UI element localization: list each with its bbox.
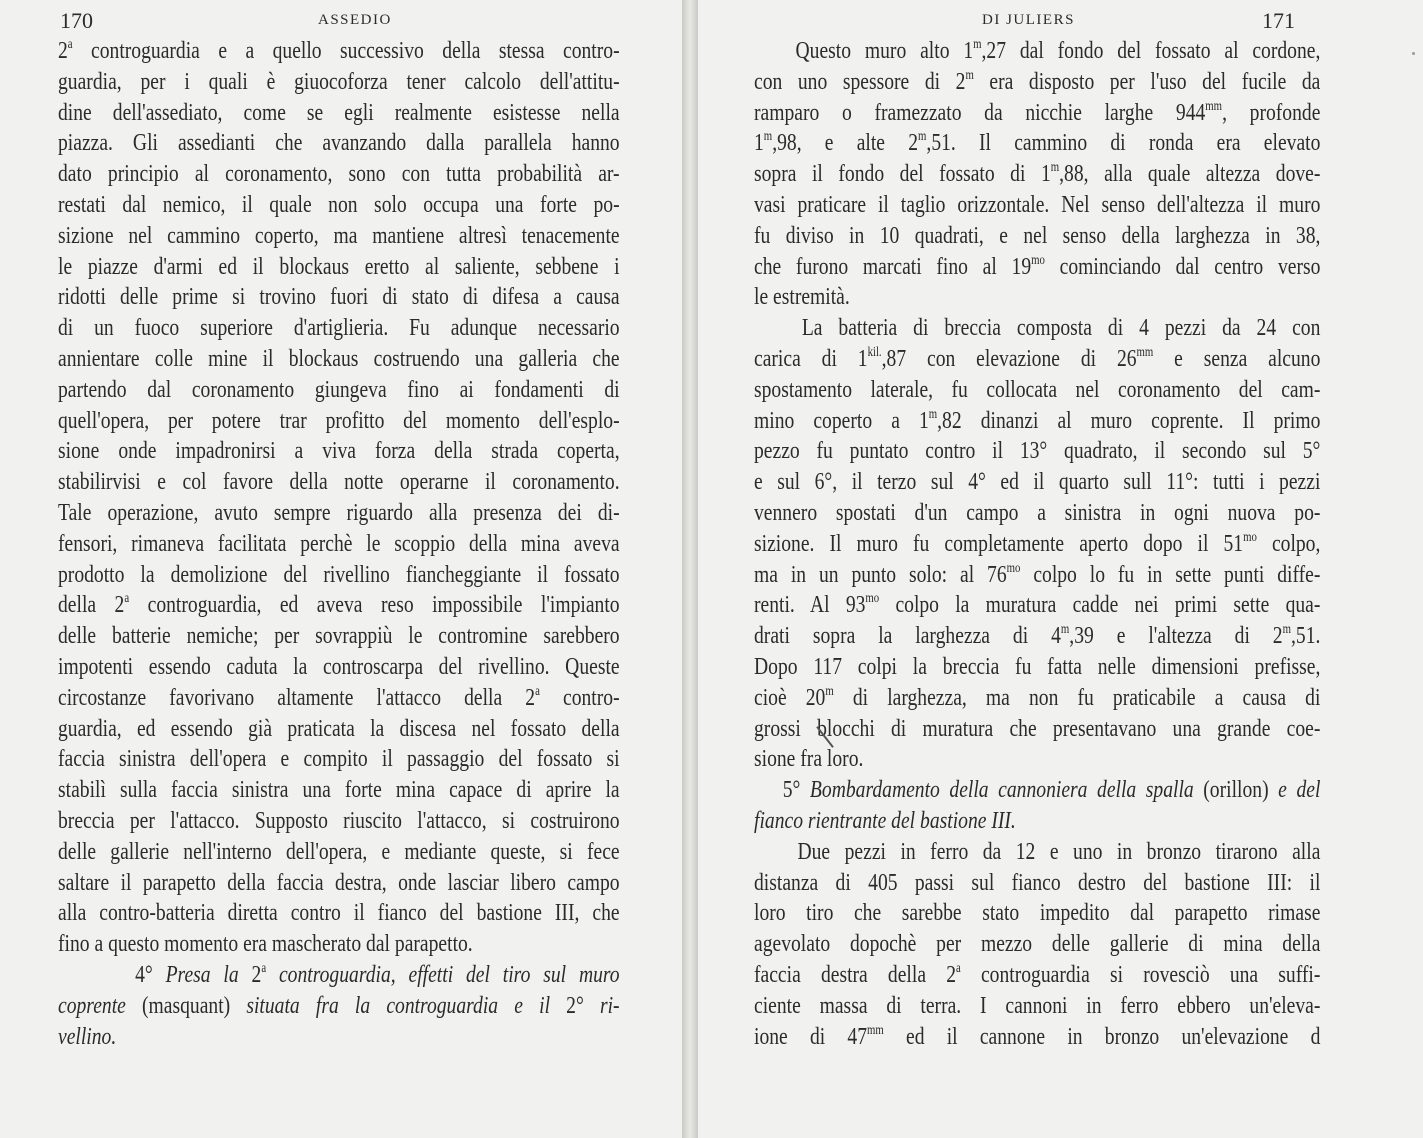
text-line: partendo dal coronamento giungeva fino ai fondamenti di bbox=[58, 375, 620, 403]
text-line: faccia sinistra dell'opera e compito il passaggio del fossato si bbox=[58, 745, 620, 773]
text-line: dato principio al coronamento, sono con tutta probabilità ar- bbox=[58, 160, 620, 188]
text-line: carica di $1^{kil.},87$ con elevazione di $26^{mm}$ e senza alcuno bbox=[754, 343, 1321, 372]
text-line: sizione. Il muro fu completamente aperto dopo il $51^{mo}$ colpo, bbox=[754, 528, 1321, 557]
text-line: con uno spessore di 2$^m$ era disposto per l'uso del fucile da bbox=[754, 66, 1321, 95]
text-line: spostamento laterale, fu collocata nel coronamento del cam- bbox=[754, 375, 1321, 403]
text-line: saltare il parapetto della faccia destra, onde lasciar libero campo bbox=[58, 868, 620, 896]
text-line: Questo muro alto 1$^m$,27 dal fondo del fossato al cordone, bbox=[754, 35, 1321, 64]
text-line: guardia, ed essendo già praticata la discesa nel fossato della bbox=[58, 714, 620, 742]
text-line: distanza di 405 passi sul fianco destro del bastione III: il bbox=[754, 868, 1321, 896]
text-line: fensori, rimaneva facilitata perchè le scoppio della mina aveva bbox=[58, 529, 620, 557]
text-line: delle batterie nemiche; per sovrappiù le contromine sarebbero bbox=[58, 622, 620, 650]
text-line: pezzo fu puntato contro il 13° quadrato, il secondo sul 5° bbox=[754, 437, 1321, 465]
text-line: ciente massa di terra. I cannoni in ferro ebbero un'eleva- bbox=[754, 991, 1321, 1019]
text-line: dine dell'assediato, come se egli realmente esistesse nella bbox=[58, 98, 620, 126]
text-line: vasi praticare il taglio orizzontale. Nel senso dell'altezza il muro bbox=[754, 190, 1321, 218]
text-line: Tale operazione, avuto sempre riguardo alla presenza dei di- bbox=[58, 498, 620, 526]
text-line: cioè 20$^m$ di larghezza, ma non fu praticabile a causa di bbox=[754, 682, 1321, 711]
text-line: circostanze favorivano altamente l'attacco della 2$^a$ contro- bbox=[58, 682, 620, 711]
text-line: fianco rientrante del bastione III. bbox=[754, 806, 1016, 834]
text-line: sopra il fondo del fossato di 1$^m$,88, alla quale altezza dove- bbox=[754, 159, 1321, 188]
text-line: guardia, per i quali è giuocoforza tener calcolo dell'attitu- bbox=[58, 67, 620, 95]
text-line: La batteria di breccia composta di 4 pezzi da 24 con bbox=[754, 314, 1321, 342]
left-page bbox=[0, 0, 690, 1138]
text-line: loro tiro che sarebbe stato impedito dal parapetto rimase bbox=[754, 899, 1321, 927]
text-line: coprente (masquant) situata fra la controguardia e il 2° ri- bbox=[58, 991, 620, 1019]
text-line: mino coperto a 1$^m$,82 dinanzi al muro coprente. Il primo bbox=[754, 405, 1321, 434]
text-line: di un fuoco superiore d'artiglieria. Fu adunque necessario bbox=[58, 314, 620, 342]
text-line: 4° Presa la 2$^a$ controguardia, effetti del tiro sul muro bbox=[58, 959, 620, 988]
text-line: stabilì sulla faccia sinistra una forte mina capace di aprire la bbox=[58, 776, 620, 804]
text-line: vellino. bbox=[58, 1022, 117, 1050]
text-line: ramparo o framezzato da nicchie larghe $944^{mm}$, profonde bbox=[754, 97, 1321, 126]
text-line: che furono marcati fino al $19^{mo}$ cominciando dal centro verso bbox=[754, 251, 1321, 280]
text-line: fu diviso in 10 quadrati, e nel senso della larghezza in 38, bbox=[754, 221, 1321, 249]
text-line: fino a questo momento era mascherato dal parapetto. bbox=[58, 930, 473, 958]
paper-speck bbox=[1412, 52, 1415, 55]
right-page-body bbox=[754, 36, 1320, 1052]
text-line: piazza. Gli assedianti che avanzando dalla parallela hanno bbox=[58, 129, 620, 157]
text-line: quell'opera, per potere trar profitto del momento dell'esplo- bbox=[58, 406, 620, 434]
text-line: sizione nel cammino coperto, ma mantiene altresì tenacemente bbox=[58, 221, 620, 249]
text-line: 2$^a$ controguardia e a quello successivo della stessa contro- bbox=[58, 35, 620, 64]
text-line: della 2$^a$ controguardia, ed aveva reso impossibile l'impianto bbox=[58, 590, 620, 619]
text-line: faccia destra della 2$^a$ controguardia si rovesciò una suffi- bbox=[754, 959, 1321, 988]
right-page bbox=[690, 0, 1423, 1138]
text-line: Due pezzi in ferro da 12 e uno in bronzo tirarono alla bbox=[754, 837, 1321, 865]
text-line: Dopo 117 colpi la breccia fu fatta nelle dimensioni prefisse, bbox=[754, 652, 1321, 680]
text-line: annientare colle mine il blockaus costruendo una galleria che bbox=[58, 344, 620, 372]
left-page-body bbox=[58, 36, 620, 1052]
text-line: le piazze d'armi ed il blockaus eretto al saliente, sebbene i bbox=[58, 252, 620, 280]
text-line: ione di $47^{mm}$ ed il cannone in bronzo un'elevazione d bbox=[754, 1021, 1321, 1050]
text-line: drati sopra la larghezza di 4$^m$,39 e l'altezza di 2$^m$,51. bbox=[754, 621, 1321, 650]
page-number-right: 171 bbox=[1262, 8, 1295, 33]
text-line: ridotti delle prime si trovino fuori di stato di difesa a causa bbox=[58, 283, 620, 311]
text-line: restati dal nemico, il quale non solo occupa una forte po- bbox=[58, 190, 620, 218]
running-head-right: DI JULIERS bbox=[982, 12, 1075, 28]
text-line: grossi blocchi di muratura che presentavano una grande coe- bbox=[754, 714, 1321, 742]
text-line: stabilirvisi e col favore della notte operarne il coronamento. bbox=[58, 468, 620, 496]
text-line: alla contro-batteria diretta contro il fianco del bastione III, che bbox=[58, 899, 620, 927]
text-line: breccia per l'attacco. Supposto riuscito l'attacco, si costruirono bbox=[58, 806, 620, 834]
text-line: vennero spostati d'un campo a sinistra in ogni nuova po- bbox=[754, 498, 1321, 526]
text-line: impotenti essendo caduta la controscarpa del rivellino. Queste bbox=[58, 652, 620, 680]
text-line: ma in un punto solo: al $76^{mo}$ colpo lo fu in sette punti diffe- bbox=[754, 559, 1321, 588]
text-line: 1$^m$,98, e alte 2$^m$,51. Il cammino di ronda era elevato bbox=[754, 128, 1321, 157]
text-line: le estremità. bbox=[754, 283, 850, 311]
text-line: agevolato dopochè per mezzo delle gallerie di mina della bbox=[754, 930, 1321, 958]
book-gutter bbox=[682, 0, 698, 1138]
text-line: e sul 6°, il terzo sul 4° ed il quarto sull 11°: tutti i pezzi bbox=[754, 468, 1321, 496]
text-line: renti. Al $93^{mo}$ colpo la muratura cadde nei primi sette qua- bbox=[754, 590, 1321, 619]
running-head-left: ASSEDIO bbox=[318, 12, 392, 28]
text-line: delle gallerie nell'interno dell'opera, e mediante queste, si fece bbox=[58, 837, 620, 865]
text-line: sione onde impadronirsi a viva forza della strada coperta, bbox=[58, 437, 620, 465]
text-line: sione fra loro. bbox=[754, 745, 864, 773]
text-line: prodotto la demolizione del rivellino fiancheggiante il fossato bbox=[58, 560, 620, 588]
page-number-left: 170 bbox=[60, 8, 93, 33]
text-line: 5° Bombardamento della cannoniera della spalla (orillon) e del bbox=[754, 776, 1321, 804]
